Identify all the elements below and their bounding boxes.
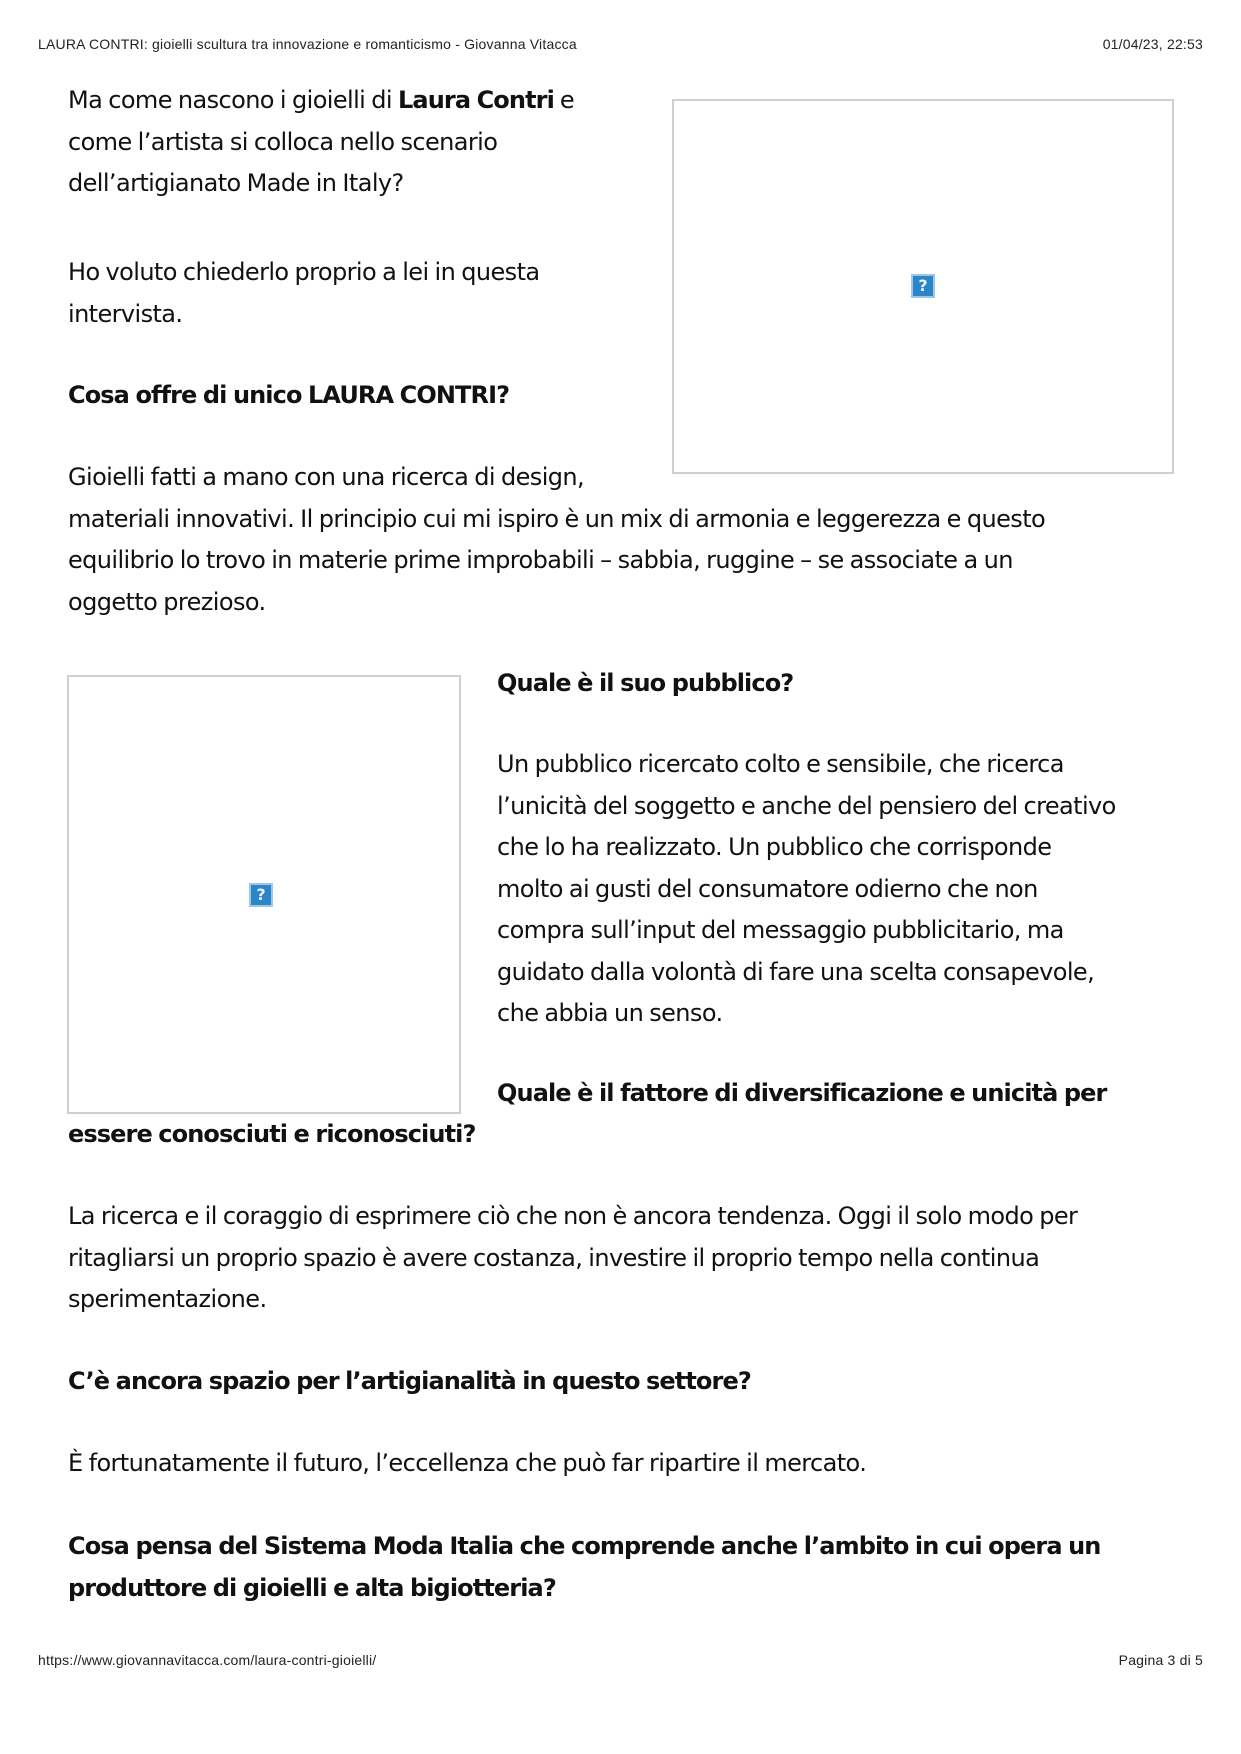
page-footer-url[interactable]: https://www.giovannavitacca.com/laura-contri-gioielli/ <box>38 1652 377 1668</box>
intro-paragraph-2 <box>68 252 539 335</box>
intro-text: e <box>553 86 575 114</box>
answer-line: Gioielli fatti a mano con una ricerca di design, <box>68 463 585 491</box>
page-number: Pagina 3 di 5 <box>1118 1652 1203 1668</box>
article-image-placeholder <box>67 675 461 1114</box>
answer-line: sperimentazione. <box>68 1285 267 1313</box>
intro-paragraph <box>68 80 574 205</box>
question-heading: essere conosciuti e riconosciuti? <box>68 1120 476 1148</box>
answer-line: Un pubblico ricercato colto e sensibile, che ricerca <box>497 750 1064 778</box>
question-heading: Quale è il fattore di diversificazione e unicità per <box>497 1079 1107 1107</box>
intro-text: intervista. <box>68 299 183 328</box>
broken-image-icon: ? <box>249 883 273 907</box>
question-line: Cosa pensa del Sistema Moda Italia che comprende anche l’ambito in cui opera un <box>68 1532 1101 1560</box>
answer-line: oggetto prezioso. <box>68 587 266 616</box>
page-header-title: LAURA CONTRI: gioielli scultura tra innovazione e romanticismo - Giovanna Vitacca <box>38 36 577 52</box>
answer-line: che lo ha realizzato. Un pubblico che corrisponde <box>497 833 1052 861</box>
answer-line: guidato dalla volontà di fare una scelta consapevole, <box>497 957 1095 986</box>
intro-text: come l’artista si colloca nello scenario <box>68 127 498 156</box>
question-heading <box>68 1526 1101 1609</box>
artist-name: Laura Contri <box>398 86 554 114</box>
intro-text: Ma come nascono i gioielli di <box>68 86 399 114</box>
broken-image-icon: ? <box>911 274 935 298</box>
answer-line: compra sull’input del messaggio pubblicitario, ma <box>497 916 1064 944</box>
intro-text: Ho voluto chiederlo proprio a lei in questa <box>68 258 540 286</box>
answer-line: La ricerca e il coraggio di esprimere ciò che non è ancora tendenza. Oggi il solo modo per <box>68 1202 1078 1230</box>
answer-paragraph: È fortunatamente il futuro, l’eccellenza che può far ripartire il mercato. <box>68 1449 867 1477</box>
answer-line: molto ai gusti del consumatore odierno che non <box>497 874 1038 903</box>
answer-line: ritagliarsi un proprio spazio è avere costanza, investire il proprio tempo nella continua <box>68 1243 1040 1272</box>
question-heading: C’è ancora spazio per l’artigianalità in questo settore? <box>68 1367 751 1395</box>
question-line: produttore di gioielli e alta bigiotteria? <box>68 1573 556 1602</box>
intro-text: dell’artigianato Made in Italy? <box>68 169 404 197</box>
answer-line: materiali innovativi. Il principio cui mi ispiro è un mix di armonia e leggerezza e questo <box>68 504 1046 533</box>
answer-line: che abbia un senso. <box>497 999 723 1027</box>
question-heading: Quale è il suo pubblico? <box>497 669 794 697</box>
question-heading: Cosa offre di unico LAURA CONTRI? <box>68 381 510 409</box>
answer-line: l’unicità del soggetto e anche del pensiero del creativo <box>497 791 1116 820</box>
answer-paragraph <box>497 744 1116 1035</box>
answer-paragraph <box>68 1196 1077 1321</box>
answer-paragraph <box>68 457 1045 623</box>
answer-line: equilibrio lo trovo in materie prime improbabili – sabbia, ruggine – se associate a un <box>68 546 1013 574</box>
article-image-placeholder <box>672 99 1174 474</box>
page-header-datetime: 01/04/23, 22:53 <box>1102 36 1203 52</box>
